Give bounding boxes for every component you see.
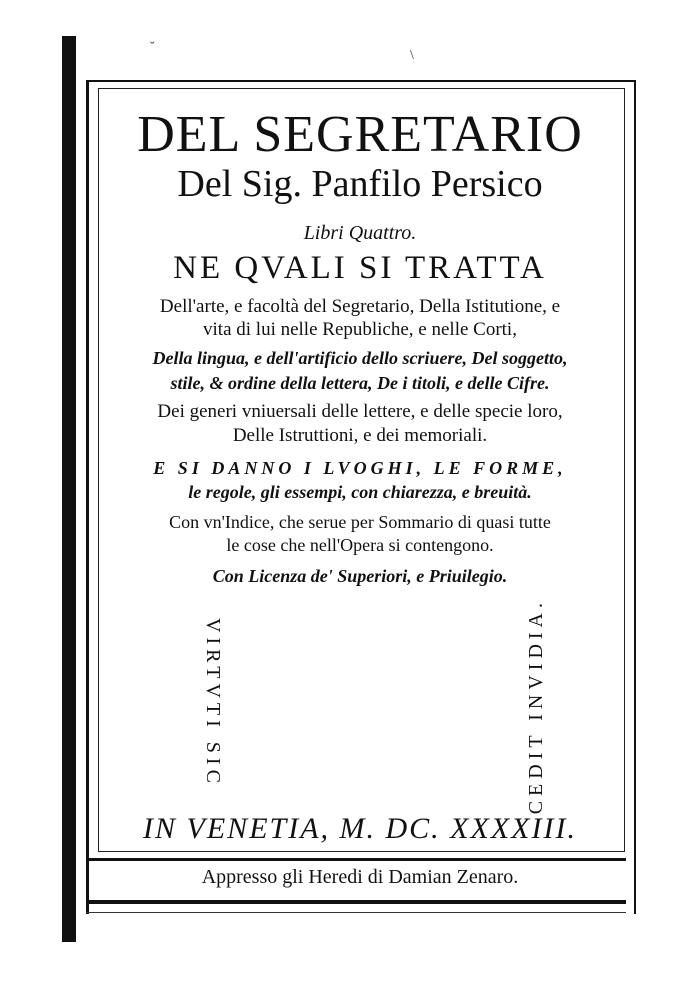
motto-right-text: CEDIT INVIDIA. [525,598,547,815]
author-line: Del Sig. Panfilo Persico [177,163,543,205]
topic-line: Della lingua, e dell'artificio dello scriuere, Del soggetto, [152,348,568,368]
license-line: Con Licenza de' Superiori, e Priuilegio. [212,566,508,586]
imprint-place-date: IN VENETIA, M. DC. XXXXIII. [143,812,577,845]
binding-edge [62,36,76,942]
rule [86,858,626,861]
book-title: DEL SEGRETARIO [137,106,583,163]
topic-line: vita di lui nelle Republiche, e nelle Corti, [203,319,517,340]
topic-line: stile, & ordine della lettera, De i titoli, e delle Cifre. [170,373,550,393]
topic-line: Con vn'Indice, che serue per Sommario di quasi tutte [169,512,551,532]
motto-left: VIRTVTI SIC [202,618,224,788]
books-count: Libri Quattro. [303,222,417,244]
ink-speck: \ [410,48,414,63]
motto-right [522,598,548,815]
topic-line: Dell'arte, e facoltà del Segretario, Della Istitutione, e [159,296,561,317]
topic-line: le cose che nell'Opera si contengono. [226,535,494,555]
printer-line: Appresso gli Heredi di Damian Zenaro. [201,866,519,888]
topic-line: E SI DANNO I LVOGHI, LE FORME, [153,458,567,478]
topic-line: Dei generi vniuersali delle lettere, e delle specie loro, [157,401,563,422]
rule [86,900,626,904]
rule [86,912,626,913]
contents-heading: NE QVALI SI TRATTA [173,250,547,286]
ink-speck: ˘ [150,40,155,55]
topic-line: Delle Istruttioni, e dei memoriali. [232,425,488,446]
topic-line: le regole, gli essempi, con chiarezza, e breuità. [188,482,532,502]
